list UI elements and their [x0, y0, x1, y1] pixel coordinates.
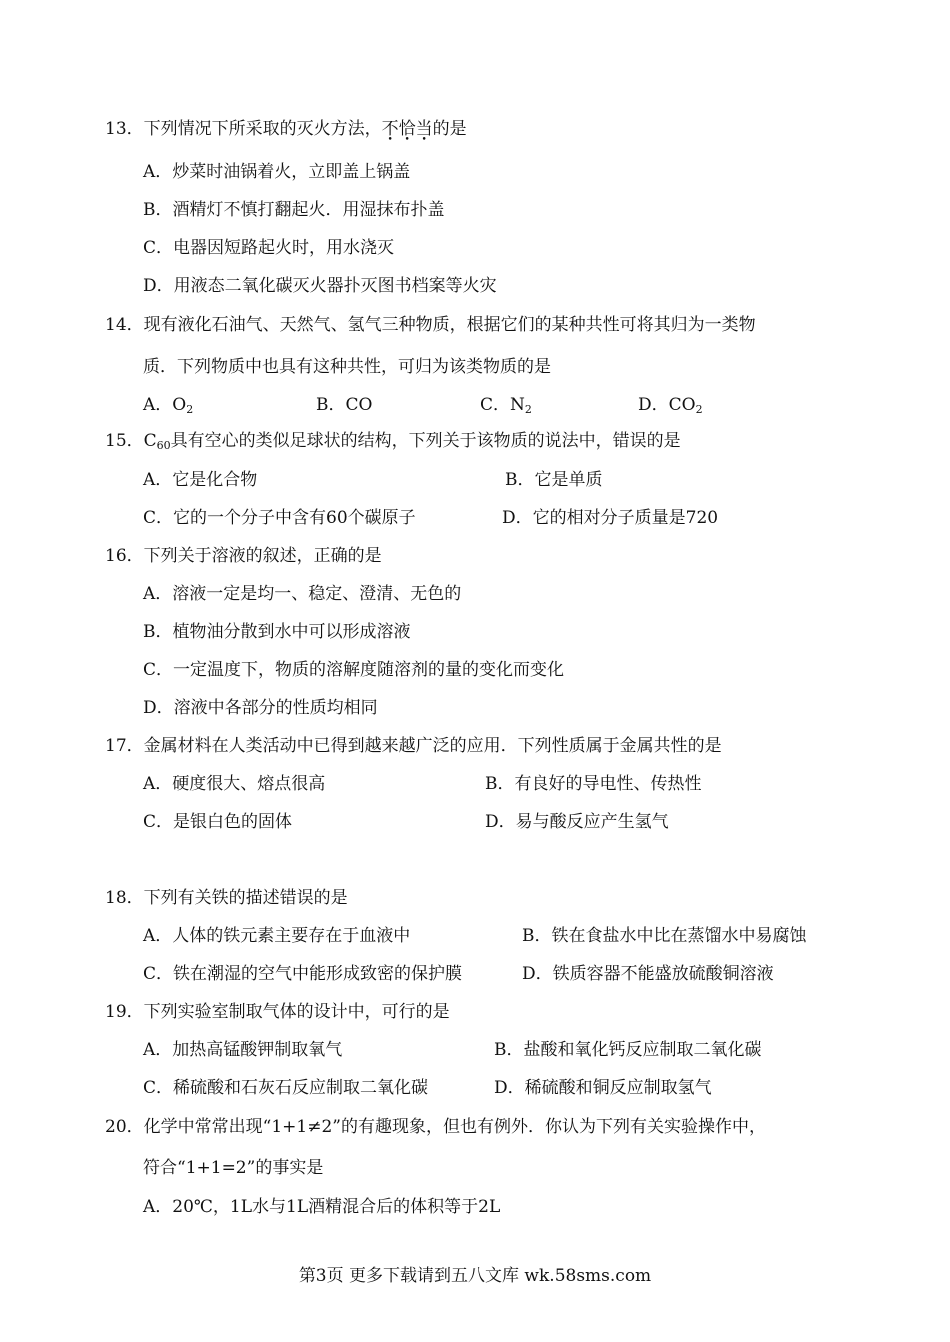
- q13-option-a: A．炒菜时油锅着火，立即盖上锅盖: [143, 162, 411, 182]
- q17-option-c: C．是银白色的固体: [143, 812, 293, 832]
- emphasis-char: 不: [381, 119, 399, 139]
- q20-stem-line1: 20．化学中常常出现“1+1≠2”的有趣现象，但也有例外．你认为下列有关实验操作中，: [105, 1117, 766, 1137]
- q15-option-d: D．它的相对分子质量是720: [502, 508, 719, 528]
- q19-stem: 19．下列实验室制取气体的设计中，可行的是: [105, 1002, 450, 1022]
- q14-option-b: B．CO: [316, 395, 373, 415]
- q18-option-a: A．人体的铁元素主要存在于血液中: [143, 926, 411, 946]
- q14-stem-line2: 质．下列物质中也具有这种共性，可归为该类物质的是: [143, 357, 551, 377]
- q16-option-c: C．一定温度下，物质的溶解度随溶剂的量的变化而变化: [143, 660, 565, 680]
- q13-stem: 13．下列情况下所采取的灭火方法，不恰当的是: [105, 119, 467, 139]
- q19-option-a: A．加热高锰酸钾制取氧气: [143, 1040, 343, 1060]
- q16-option-d: D．溶液中各部分的性质均相同: [143, 698, 378, 718]
- q17-option-a: A．硬度很大、熔点很高: [143, 774, 326, 794]
- emphasis-char: 当: [415, 119, 433, 139]
- q18-option-d: D．铁质容器不能盛放硫酸铜溶液: [522, 964, 774, 984]
- q15-option-c: C．它的一个分子中含有60个碳原子: [143, 508, 416, 528]
- q14-option-a: A．$O_2$: [143, 395, 194, 416]
- q19-option-b: B．盐酸和氧化钙反应制取二氧化碳: [494, 1040, 762, 1060]
- q15-option-b: B．它是单质: [505, 470, 603, 490]
- q18-option-b: B．铁在食盐水中比在蒸馏水中易腐蚀: [522, 926, 807, 946]
- q15-stem: 15．$C_{60}$具有空心的类似足球状的结构，下列关于该物质的说法中，错误的是: [105, 431, 681, 452]
- q16-option-a: A．溶液一定是均一、稳定、澄清、无色的: [143, 584, 462, 604]
- q19-option-c: C．稀硫酸和石灰石反应制取二氧化碳: [143, 1078, 429, 1098]
- emphasis-char: 恰: [398, 119, 416, 139]
- q14-stem-line1: 14．现有液化石油气、天然气、氢气三种物质，根据它们的某种共性可将其归为一类物: [105, 315, 756, 335]
- q16-stem: 16．下列关于溶液的叙述，正确的是: [105, 546, 382, 566]
- q19-option-d: D．稀硫酸和铜反应制取氢气: [494, 1078, 712, 1098]
- q14-option-c: C．$N_2$: [480, 395, 532, 416]
- q18-option-c: C．铁在潮湿的空气中能形成致密的保护膜: [143, 964, 463, 984]
- q13-option-c: C．电器因短路起火时，用水浇灭: [143, 238, 395, 258]
- q17-option-d: D．易与酸反应产生氢气: [485, 812, 669, 832]
- q13-option-d: D．用液态二氧化碳灭火器扑灭图书档案等火灾: [143, 276, 497, 296]
- page-footer: 第3页 更多下载请到五八文库 wk.58sms.com: [298, 1266, 652, 1286]
- q17-option-b: B．有良好的导电性、传热性: [485, 774, 702, 794]
- q13-option-b: B．酒精灯不慎打翻起火．用湿抹布扑盖: [143, 200, 445, 220]
- q15-option-a: A．它是化合物: [143, 470, 258, 490]
- q17-stem: 17．金属材料在人类活动中已得到越来越广泛的应用．下列性质属于金属共性的是: [105, 736, 722, 756]
- q16-option-b: B．植物油分散到水中可以形成溶液: [143, 622, 411, 642]
- q14-option-d: D．$CO_2$: [638, 395, 703, 416]
- q18-stem: 18．下列有关铁的描述错误的是: [105, 888, 348, 908]
- q20-option-a: A．20℃，1L水与1L酒精混合后的体积等于2L: [143, 1197, 501, 1217]
- q20-stem-line2: 符合“1+1=2”的事实是: [143, 1158, 324, 1178]
